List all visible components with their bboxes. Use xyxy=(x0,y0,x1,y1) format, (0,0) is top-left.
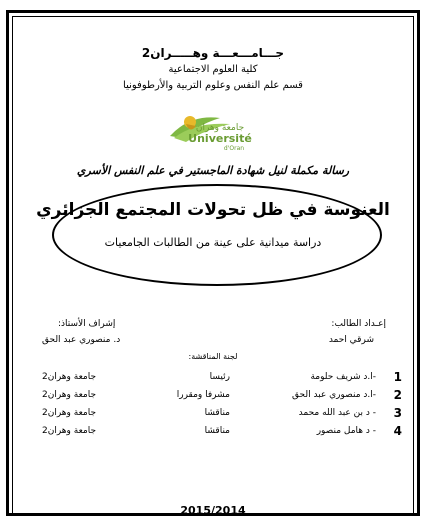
faculty-name: كلية العلوم الاجتماعية xyxy=(168,64,258,75)
committee-number: 2 xyxy=(393,388,402,402)
thesis-subtitle: دراسة ميدانية على عينة من الطالبات الجامعيات xyxy=(104,236,322,249)
committee-number: 4 xyxy=(393,424,402,438)
committee-member-role: رئيسا xyxy=(209,372,230,382)
committee-member-university: جامعة وهران2 xyxy=(42,390,97,400)
committee-member-role: مناقشا xyxy=(204,426,230,436)
committee-member-name: - د هامل منصور xyxy=(316,426,376,436)
academic-year: 2015/2014 xyxy=(180,504,246,517)
committee-member-role: مشرفا ومقررا xyxy=(176,390,230,400)
supervisor-name: د. منصوري عبد الحق xyxy=(42,335,121,345)
department-name: قسم علم النفس وعلوم التربية والأرطوفونيا xyxy=(123,80,303,91)
bird-logo-icon xyxy=(160,108,258,152)
thesis-title: العنوسة في ظل تحولات المجتمع الجزائري xyxy=(36,200,390,220)
committee-member-name: -ا.د منصوري عبد الحق xyxy=(292,390,376,400)
cover-page xyxy=(12,16,414,517)
logo-arabic-text: جامعة وهران xyxy=(195,123,245,133)
committee-row xyxy=(12,408,414,424)
supervision-label: إشراف الأستاذ: xyxy=(58,319,116,329)
committee-number: 3 xyxy=(393,406,402,420)
committee-member-role: مناقشا xyxy=(204,408,230,418)
prepared-by-label: إعـداد الطالب: xyxy=(331,319,386,329)
committee-label: لجنة المناقشة: xyxy=(188,352,238,361)
university-name: جـــامـــعـــة وهـــــران2 xyxy=(141,46,285,60)
committee-member-university: جامعة وهران2 xyxy=(42,372,97,382)
committee-number: 1 xyxy=(393,370,402,384)
committee-member-name: -ا.د شريف حلومة xyxy=(310,372,376,382)
committee-row xyxy=(12,426,414,442)
committee-row xyxy=(12,372,414,388)
logo-city-text: d'Oran xyxy=(223,145,245,152)
committee-member-university: جامعة وهران2 xyxy=(42,426,97,436)
committee-row xyxy=(12,390,414,406)
thesis-type: رسالة مكملة لنيل شهادة الماجستير في علم النفس الأسري xyxy=(76,164,350,177)
committee-member-name: - د بن عبد الله محمد xyxy=(298,408,376,418)
committee-member-university: جامعة وهران2 xyxy=(42,408,97,418)
university-logo xyxy=(160,108,258,152)
student-name: شرقي احمد xyxy=(328,335,374,345)
logo-latin-text: Université xyxy=(188,132,252,145)
